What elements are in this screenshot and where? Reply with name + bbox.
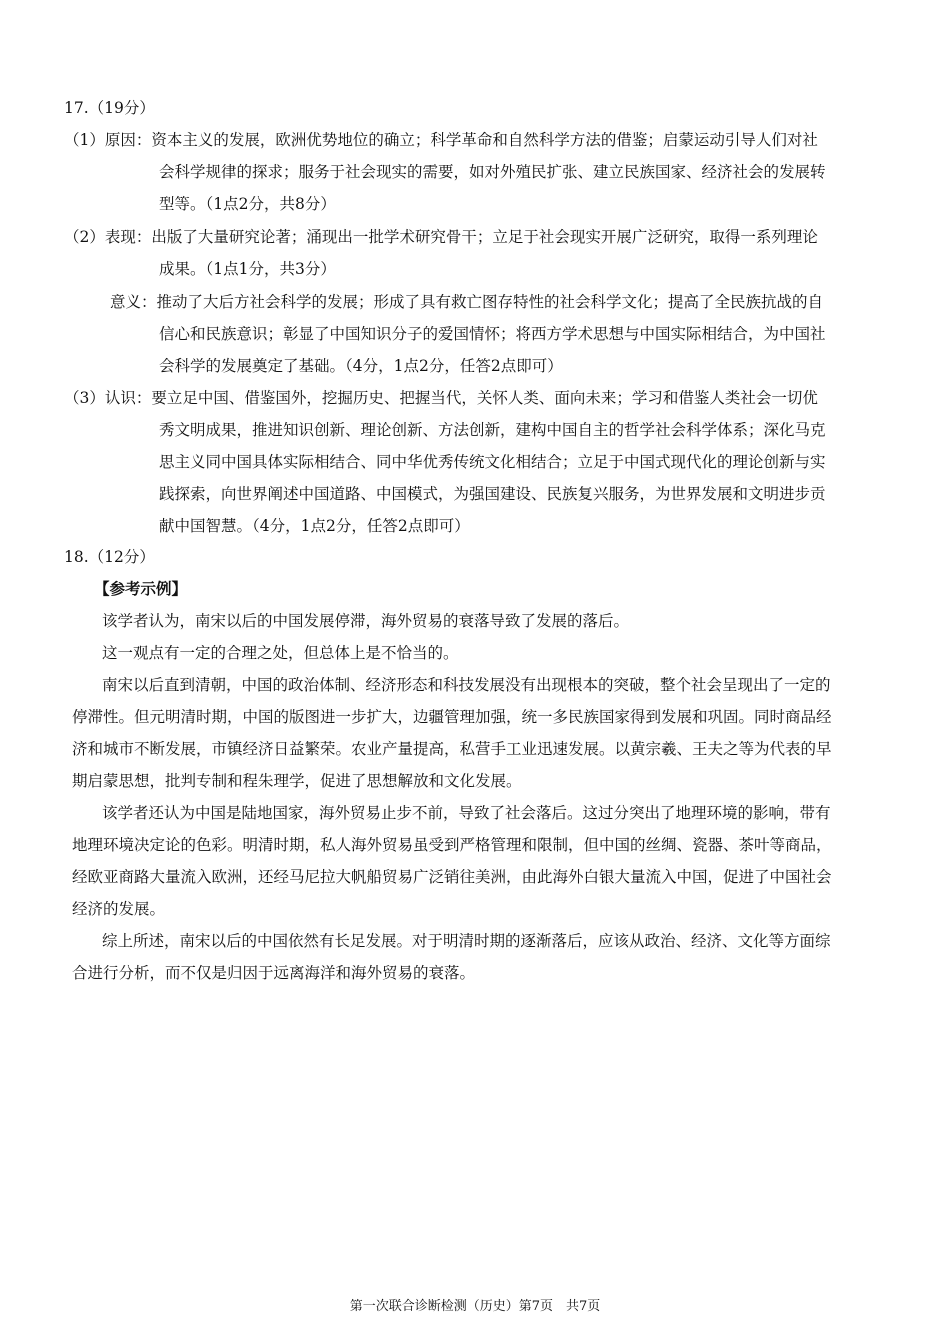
q17-part2-significance-line2: 信心和民族意识；彰显了中国知识分子的爱国情怀；将西方学术思想与中国实际相结合，为中国社 bbox=[159, 325, 826, 343]
q17-part1-line1: （1）原因：资本主义的发展，欧洲优势地位的确立；科学革命和自然科学方法的借鉴；启蒙运动引导人们对社 bbox=[64, 131, 818, 149]
q18-paragraph-3-line1: 南宋以后直到清朝，中国的政治体制、经济形态和科技发展没有出现根本的突破，整个社会呈现出了一定的 bbox=[102, 676, 831, 694]
q18-paragraph-3-line4: 期启蒙思想，批判专制和程朱理学，促进了思想解放和文化发展。 bbox=[72, 772, 522, 790]
q18-paragraph-4-line1: 该学者还认为中国是陆地国家，海外贸易止步不前，导致了社会落后。这过分突出了地理环境的影响，带有 bbox=[102, 804, 831, 822]
q18-example-label: 【参考示例】 bbox=[94, 579, 188, 598]
q17-part2-line2: 成果。（1点1分，共3分） bbox=[159, 260, 336, 278]
q17-part1-line2: 会科学规律的探求；服务于社会现实的需要，如对外殖民扩张、建立民族国家、经济社会的发展转 bbox=[159, 163, 826, 181]
q18-paragraph-2: 这一观点有一定的合理之处，但总体上是不恰当的。 bbox=[102, 644, 459, 662]
q17-heading: 17.（19分） bbox=[64, 99, 155, 117]
q17-part3-line4: 践探索，向世界阐述中国道路、中国模式，为强国建设、民族复兴服务，为世界发展和文明进步贡 bbox=[159, 485, 826, 503]
q17-part3-line2: 秀文明成果，推进知识创新、理论创新、方法创新，建构中国自主的哲学社会科学体系；深化马克 bbox=[159, 421, 826, 439]
q18-paragraph-4-line3: 经欧亚商路大量流入欧洲，还经马尼拉大帆船贸易广泛销往美洲，由此海外白银大量流入中国，促进了中国社会 bbox=[72, 868, 832, 886]
q18-paragraph-1: 该学者认为，南宋以后的中国发展停滞，海外贸易的衰落导致了发展的落后。 bbox=[102, 612, 630, 630]
q18-paragraph-3-line2: 停滞性。但元明清时期，中国的版图进一步扩大，边疆管理加强，统一多民族国家得到发展和巩固。同时商品经 bbox=[72, 708, 832, 726]
q18-paragraph-4-line4: 经济的发展。 bbox=[72, 900, 166, 918]
q18-paragraph-4-line2: 地理环境决定论的色彩。明清时期，私人海外贸易虽受到严格管理和限制，但中国的丝绸、瓷器、茶叶等商品， bbox=[72, 836, 832, 854]
q17-part3-line1: （3）认识：要立足中国、借鉴国外，挖掘历史、把握当代，关怀人类、面向未来；学习和借鉴人类社会一切优 bbox=[64, 389, 818, 407]
q17-part2-significance-line1: 意义：推动了大后方社会科学的发展；形成了具有救亡图存特性的社会科学文化；提高了全民族抗战的自 bbox=[110, 293, 824, 311]
q18-heading: 18.（12分） bbox=[64, 548, 155, 566]
page-footer: 第一次联合诊断检测（历史）第7页 共7页 bbox=[349, 1299, 601, 1314]
q17-part2-significance-line3: 会科学的发展奠定了基础。（4分，1点2分，任答2点即可） bbox=[159, 357, 563, 375]
q17-part3-line5: 献中国智慧。（4分，1点2分，任答2点即可） bbox=[159, 517, 470, 535]
q18-paragraph-5-line1: 综上所述，南宋以后的中国依然有长足发展。对于明清时期的逐渐落后，应该从政治、经济、文化等方面综 bbox=[102, 932, 831, 950]
q18-paragraph-5-line2: 合进行分析，而不仅是归因于远离海洋和海外贸易的衰落。 bbox=[72, 964, 476, 982]
q17-part2-line1: （2）表现：出版了大量研究论著；涌现出一批学术研究骨干；立足于社会现实开展广泛研究，取得一系列理论 bbox=[64, 228, 818, 246]
q18-paragraph-3-line3: 济和城市不断发展，市镇经济日益繁荣。农业产量提高，私营手工业迅速发展。以黄宗羲、王夫之等为代表的早 bbox=[72, 740, 832, 758]
q17-part1-line3: 型等。（1点2分，共8分） bbox=[159, 195, 336, 213]
q17-part3-line3: 思主义同中国具体实际相结合、同中华优秀传统文化相结合；立足于中国式现代化的理论创新与实 bbox=[159, 453, 826, 471]
